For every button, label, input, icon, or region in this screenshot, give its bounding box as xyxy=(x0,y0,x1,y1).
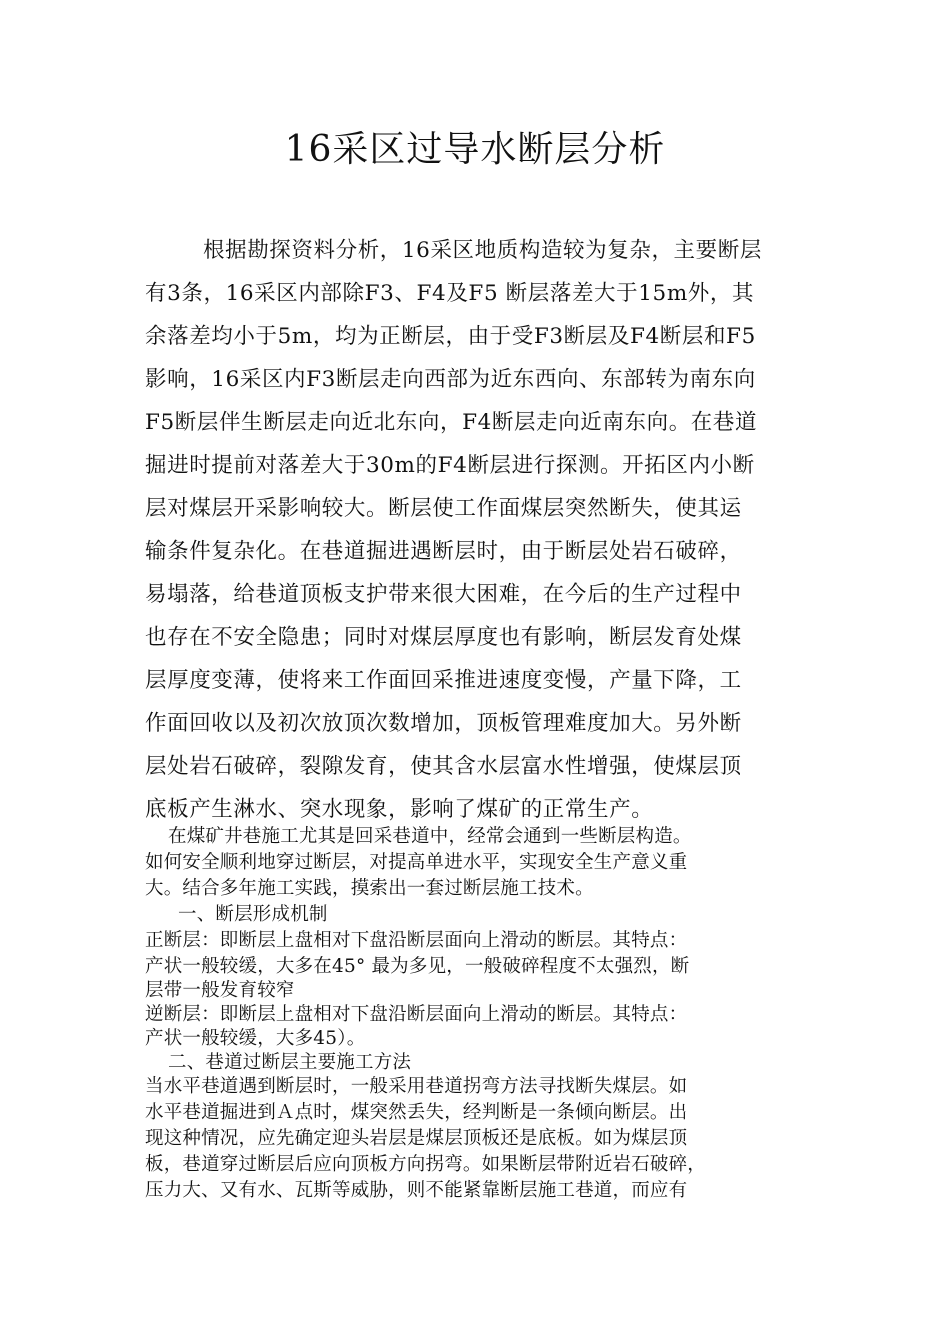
paragraph-line: 层厚度变薄，使将来工作面回采推进速度变慢，产量下降，工 xyxy=(145,668,742,693)
paragraph-line: 影响，16采区内F3断层走向西部为近东西向、东部转为南东向 xyxy=(145,367,756,392)
paragraph-line: 当水平巷道遇到断层时，一般采用巷道拐弯方法寻找断失煤层。如 xyxy=(145,1076,688,1097)
paragraph-line: 输条件复杂化。在巷道掘进遇断层时，由于断层处岩石破碎， xyxy=(145,539,742,564)
paragraph-line: 现这种情况，应先确定迎头岩层是煤层顶板还是底板。如为煤层顶 xyxy=(145,1128,688,1149)
paragraph-line: 余落差均小于5m，均为正断层，由于受F3断层及F4断层和F5 xyxy=(145,324,756,349)
paragraph-line: 易塌落，给巷道顶板支护带来很大困难，在今后的生产过程中 xyxy=(145,582,742,607)
paragraph-line: 水平巷道掘进到Ａ点时，煤突然丢失，经判断是一条倾向断层。出 xyxy=(145,1102,688,1123)
paragraph-line: 压力大、又有水、瓦斯等威胁，则不能紧靠断层施工巷道，而应有 xyxy=(145,1180,688,1201)
paragraph-line: 产状一般较缓，大多45）。 xyxy=(145,1028,366,1049)
paragraph-line: 在煤矿井巷施工尤其是回采巷道中，经常会通到一些断层构造。 xyxy=(168,826,692,847)
paragraph-line: 层对煤层开采影响较大。断层使工作面煤层突然断失，使其运 xyxy=(145,496,742,521)
paragraph-line: 如何安全顺利地穿过断层，对提高单进水平，实现安全生产意义重 xyxy=(145,852,688,873)
paragraph-line: F5断层伴生断层走向近北东向，F4断层走向近南东向。在巷道 xyxy=(145,410,758,435)
paragraph-line: 底板产生淋水、突水现象，影响了煤矿的正常生产。 xyxy=(145,797,654,822)
paragraph-line: 也存在不安全隐患；同时对煤层厚度也有影响，断层发育处煤 xyxy=(145,625,742,650)
paragraph-line: 有3条，16采区内部除F3、F4及F5 断层落差大于15m外，其 xyxy=(145,281,755,306)
paragraph-line: 板，巷道穿过断层后应向顶板方向拐弯。如果断层带附近岩石破碎， xyxy=(145,1154,707,1175)
paragraph-line: 根据勘探资料分析，16采区地质构造较为复杂，主要断层 xyxy=(203,238,762,263)
paragraph-line: 掘进时提前对落差大于30m的F4断层进行探测。开拓区内小断 xyxy=(145,453,755,478)
paragraph-line: 大。结合多年施工实践，摸索出一套过断层施工技术。 xyxy=(145,878,594,899)
paragraph-line: 层带一般发育较窄 xyxy=(145,980,295,1001)
section-heading: 一、断层形成机制 xyxy=(178,904,328,925)
paragraph-line: 正断层：即断层上盘相对下盘沿断层面向上滑动的断层。其特点： xyxy=(145,930,688,951)
paragraph-line: 逆断层：即断层上盘相对下盘沿断层面向上滑动的断层。其特点： xyxy=(145,1004,688,1025)
document-title: 16采区过导水断层分析 xyxy=(284,129,666,170)
section-heading: 二、巷道过断层主要施工方法 xyxy=(168,1052,412,1073)
paragraph-line: 作面回收以及初次放顶次数增加，顶板管理难度加大。另外断 xyxy=(145,711,742,736)
paragraph-line: 产状一般较缓，大多在45° 最为多见，一般破碎程度不太强烈，断 xyxy=(145,956,690,977)
paragraph-line: 层处岩石破碎，裂隙发育，使其含水层富水性增强，使煤层顶 xyxy=(145,754,742,779)
